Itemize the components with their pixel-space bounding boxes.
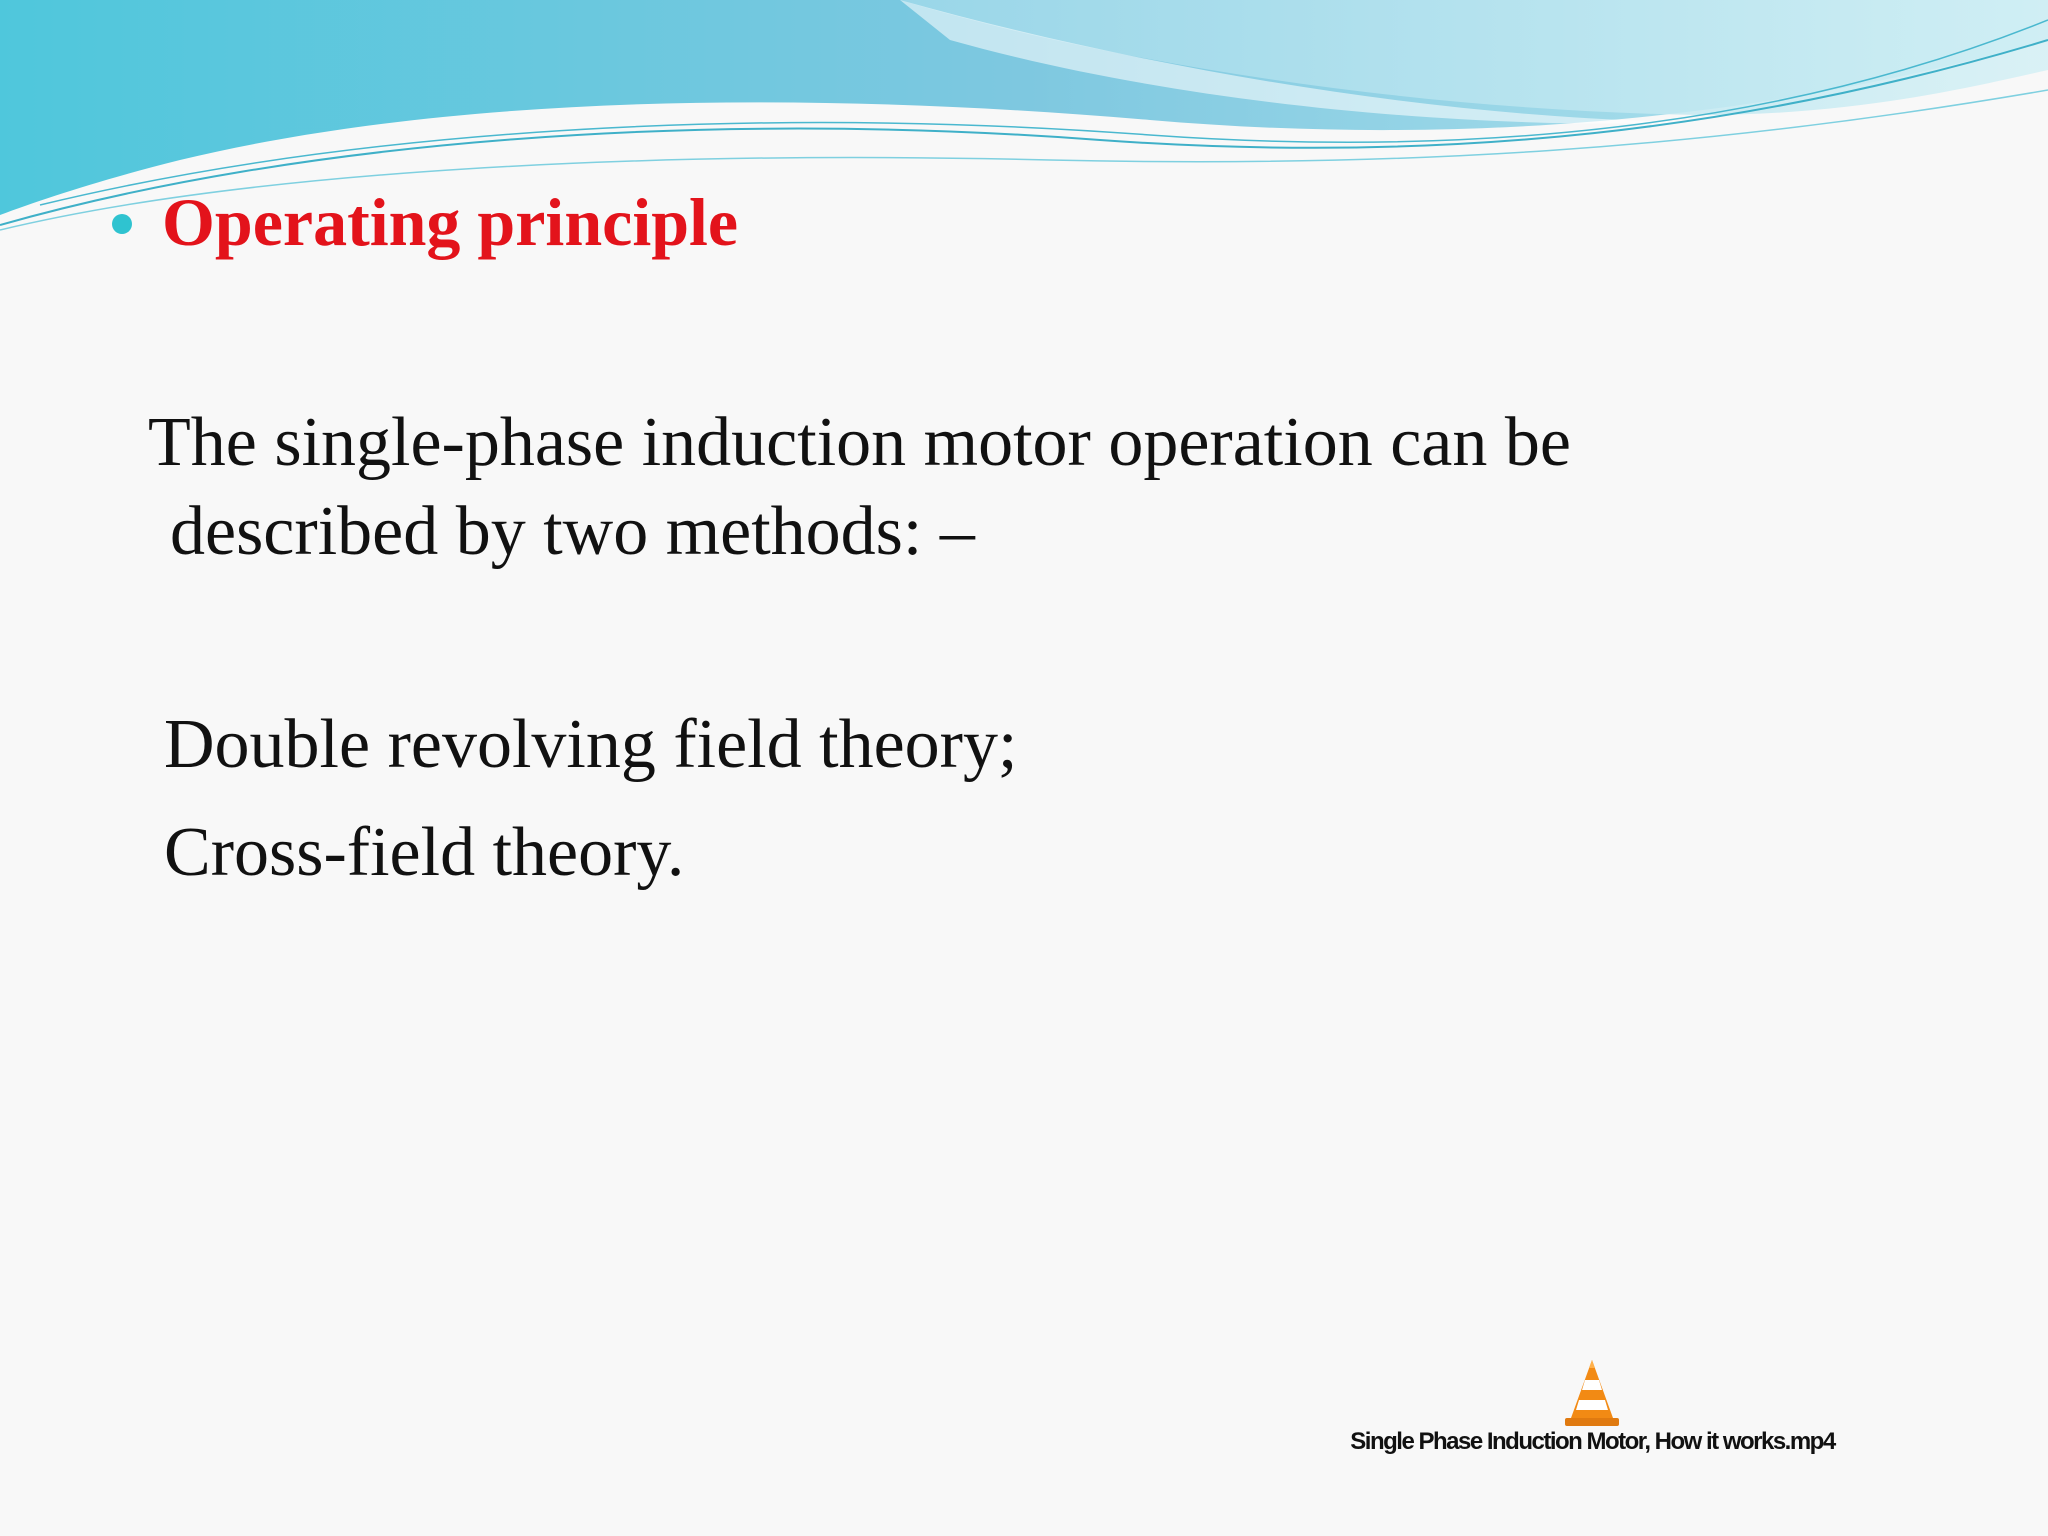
method-item: Cross-field theory.	[164, 814, 685, 891]
vlc-cone-icon	[1561, 1358, 1623, 1428]
video-filename: Single Phase Induction Motor, How it works.mp4	[1350, 1428, 1835, 1455]
bullet-icon	[112, 214, 132, 234]
paragraph-line-2: described by two methods: –	[170, 493, 975, 570]
embedded-video-link[interactable]	[1320, 1358, 1865, 1468]
method-item: Double revolving field theory;	[164, 706, 1018, 783]
heading-row	[112, 184, 739, 260]
paragraph-line-1: The single-phase induction motor operation can be	[148, 404, 1571, 481]
slide-heading: Operating principle	[162, 184, 739, 260]
